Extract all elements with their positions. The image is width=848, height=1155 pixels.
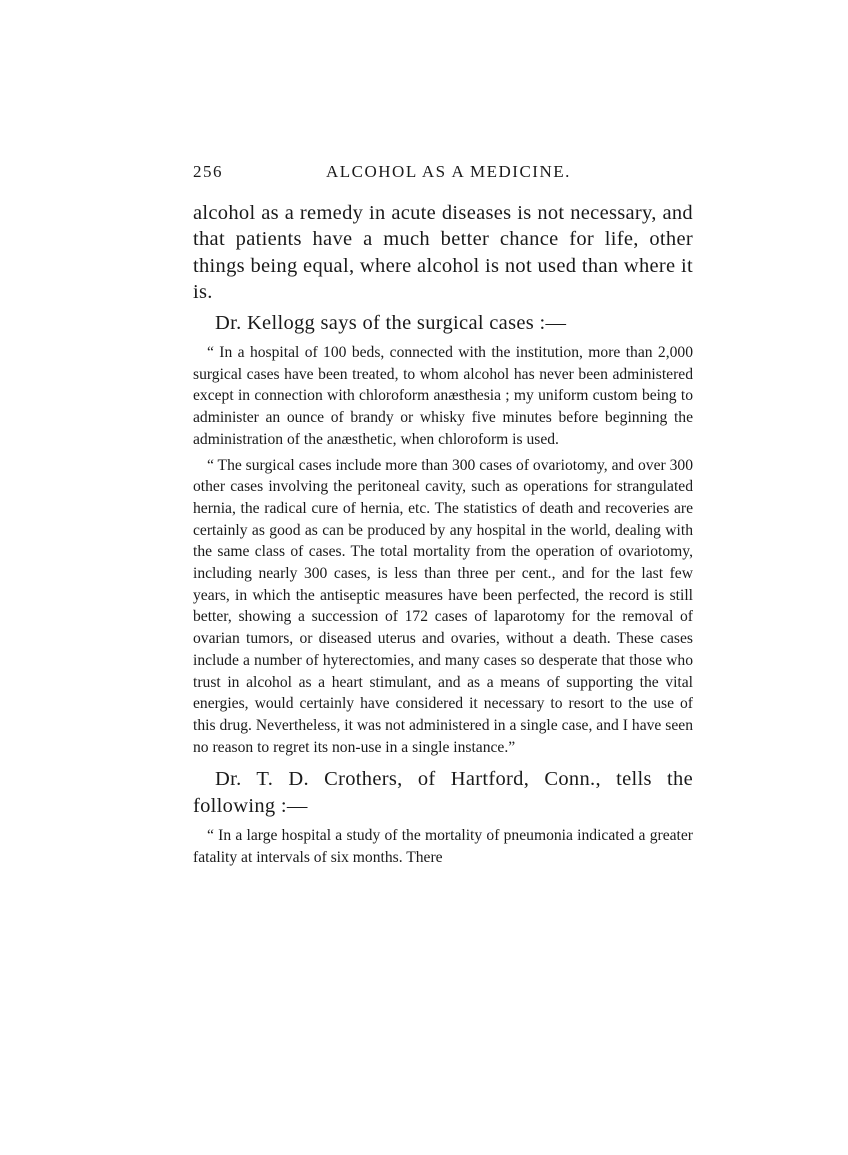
running-title: ALCOHOL AS A MEDICINE. (326, 162, 571, 181)
quote-kellogg-hospital: “ In a hospital of 100 beds, connected with the institution, more than 2,000 surgical cases have been treated, to whom alcohol has never been administered except in connection with chloroform anæsthesia ; my uniform custom being to administer an ounce of brandy or whisky five minutes before beginning the administration of the anæsthetic, when chloroform is used. (193, 344, 693, 448)
page-number: 256 (193, 162, 223, 181)
quote-crothers-pneumonia: “ In a large hospital a study of the mortality of pneumonia indicated a greater fatality at intervals of six months. There (193, 827, 693, 866)
paragraph-crothers-intro: Dr. T. D. Crothers, of Hartford, Conn., tells the following :— (193, 768, 693, 817)
quote-kellogg-surgical-cases: “ The surgical cases include more than 300 cases of ovariotomy, and over 300 other cases involving the peritoneal cavity, such as operations for strangulated hernia, the radical cure of hernia, etc. The statistics of death and recoveries are certainly as good as can be produced by any hospital in the world, dealing with the same class of cases. The total mortality from the operation of ovariotomy, including nearly 300 cases, is less than three per cent., and for the last few years, in which the antiseptic measures have been perfected, the record is still better, showing a succession of 172 cases of laparotomy for the removal of ovarian tumors, or diseased uterus and ovaries, without a death. These cases include a number of hyterectomies, and many cases so desperate that those who trust in alcohol as a heart stimulant, and as a means of supporting the vital energies, would certainly have considered it necessary to resort to the use of this drug. Nevertheless, it was not administered in a single case, and I have seen no reason to regret its non-use in a single instance.” (193, 456, 694, 756)
running-head (193, 162, 693, 188)
paragraph-continuation: alcohol as a remedy in acute diseases is not necessary, and that patients have a much better chance for life, other things being equal, where alcohol is not used than where it is. (193, 202, 693, 304)
book-page (193, 162, 693, 869)
paragraph-kellogg-intro: Dr. Kellogg says of the surgical cases :— (215, 311, 567, 334)
